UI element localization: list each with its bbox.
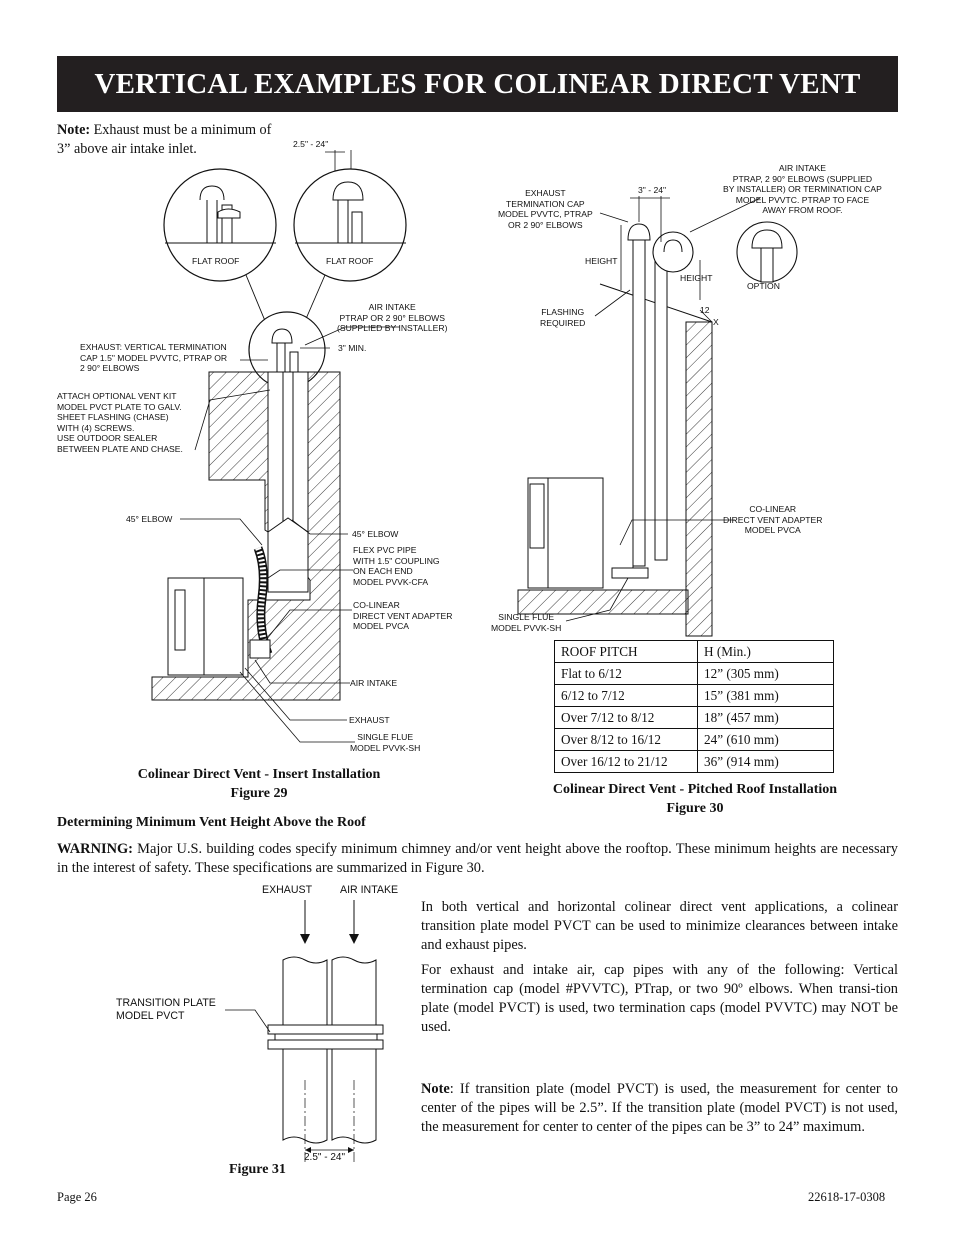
table-header-cell: ROOF PITCH bbox=[555, 641, 698, 663]
table-cell: 18” (457 mm) bbox=[698, 707, 834, 729]
fig30-exhaust-cap-label: EXHAUST TERMINATION CAP MODEL PVVTC, PTRAP OR 2 90° ELBOWS bbox=[498, 188, 593, 230]
fig31-dim-label: 2.5" - 24" bbox=[304, 1152, 346, 1163]
fig29-flex-pipe-label: FLEX PVC PIPE WITH 1.5" COUPLING ON EACH END MODEL PVVK-CFA bbox=[353, 545, 440, 587]
fig31-air-intake-label: AIR INTAKE bbox=[340, 884, 399, 896]
note-label: Note: bbox=[57, 122, 91, 138]
table-cell: 12” (305 mm) bbox=[698, 663, 834, 685]
fig30-pitch-12: 12 bbox=[700, 305, 710, 315]
fig29-elbow-left: 45° ELBOW bbox=[126, 514, 173, 524]
section-heading: Determining Minimum Vent Height Above the Roof bbox=[57, 815, 366, 830]
paragraph-2: For exhaust and intake air, cap pipes with any of the following: Vertical termination cap (model #PVVTC), PTrap, or two 90º elbows. When transi-tion plate (model PVCT) is used, two termination caps (model PVVTC) may NOT be used. bbox=[421, 962, 898, 1035]
table-cell: Flat to 6/12 bbox=[555, 663, 698, 685]
fig29-single-flue: SINGLE FLUE MODEL PVVK-SH bbox=[350, 732, 421, 753]
fig30-pitch-x: X bbox=[713, 317, 719, 327]
fig30-caption-title: Colinear Direct Vent - Pitched Roof Installation bbox=[552, 782, 838, 797]
fig30-option: OPTION bbox=[747, 281, 780, 291]
fig31-caption: Figure 31 bbox=[229, 1162, 286, 1177]
table-cell: 15” (381 mm) bbox=[698, 685, 834, 707]
table-cell: 6/12 to 7/12 bbox=[555, 685, 698, 707]
fig30-single-flue: SINGLE FLUE MODEL PVVK-SH bbox=[491, 612, 562, 633]
table-cell: 36” (914 mm) bbox=[698, 751, 834, 773]
fig29-3in-min: 3" MIN. bbox=[338, 343, 367, 353]
fig30-dim-top: 3" - 24" bbox=[638, 185, 667, 195]
warning-text: Major U.S. building codes specify minimum chimney and/or vent height above the rooftop. These minimum heights are necessary in the interest of safety. These specifications are summarized in Figure 30. bbox=[57, 841, 898, 876]
table-cell: Over 8/12 to 16/12 bbox=[555, 729, 698, 751]
table-cell: Over 7/12 to 8/12 bbox=[555, 707, 698, 729]
fig29-flat-roof-2: FLAT ROOF bbox=[326, 256, 374, 266]
page-number: Page 26 bbox=[57, 1190, 97, 1204]
fig30-caption-number: Figure 30 bbox=[666, 801, 724, 816]
fig29-caption-title: Colinear Direct Vent - Insert Installation bbox=[137, 767, 381, 782]
fig29-exhaust-cap-label: EXHAUST: VERTICAL TERMINATION CAP 1.5" MODEL PVVTC, PTRAP OR 2 90° ELBOWS bbox=[80, 342, 228, 374]
fig30-adapter-label: CO-LINEAR DIRECT VENT ADAPTER MODEL PVCA bbox=[723, 504, 823, 536]
note-text: Exhaust must be a minimum of 3” above air intake inlet. bbox=[57, 122, 272, 157]
fig31-transition-label: TRANSITION PLATE MODEL PVCT bbox=[116, 997, 216, 1022]
fig29-air-intake-low: AIR INTAKE bbox=[350, 678, 398, 688]
fig29-adapter-label: CO-LINEAR DIRECT VENT ADAPTER MODEL PVCA bbox=[353, 600, 453, 632]
page-title: VERTICAL EXAMPLES FOR COLINEAR DIRECT VENT bbox=[57, 56, 898, 112]
fig29-dim-top: 2.5" - 24" bbox=[293, 139, 329, 149]
fig31-exhaust-label: EXHAUST bbox=[262, 884, 313, 896]
warning-label: WARNING: bbox=[57, 841, 133, 857]
fig29-caption-number: Figure 29 bbox=[230, 786, 288, 801]
note-text-2: : If transition plate (model PVCT) is used, the measurement for center to center of the pipes will be 2.5”. If the transition plate (model PVCT) is not used, the measurement for center to center of the pipes can be 3” to 24” maximum. bbox=[421, 1081, 898, 1135]
fig29-exhaust-low: EXHAUST bbox=[349, 715, 390, 725]
fig29-attach-kit-label: ATTACH OPTIONAL VENT KIT MODEL PVCT PLATE TO GALV. SHEET FLASHING (CHASE) WITH (4) SCREWS. USE OUTDOOR SEALER BETWEEN PLATE AND CHASE. bbox=[57, 391, 183, 454]
fig29-flat-roof-1: FLAT ROOF bbox=[192, 256, 240, 266]
note-label-2: Note bbox=[421, 1081, 450, 1097]
fig30-height-left: HEIGHT bbox=[585, 256, 618, 266]
paragraph-3 bbox=[421, 1080, 898, 1137]
table-cell: Over 16/12 to 21/12 bbox=[555, 751, 698, 773]
fig29-air-intake-label: AIR INTAKE PTRAP OR 2 90° ELBOWS (SUPPLIED BY INSTALLER) bbox=[337, 302, 448, 334]
table-header-cell: H (Min.) bbox=[698, 641, 834, 663]
paragraph-1: In both vertical and horizontal colinear direct vent applications, a colinear transition plate model PVCT can be used to minimize clearances between intake and exhaust pipes. bbox=[421, 899, 898, 953]
fig30-height-right: HEIGHT bbox=[680, 273, 713, 283]
document-number: 22618-17-0308 bbox=[808, 1190, 886, 1204]
fig29-elbow-right: 45° ELBOW bbox=[352, 529, 399, 539]
fig30-flashing-label: FLASHING REQUIRED bbox=[540, 307, 586, 328]
table-cell: 24” (610 mm) bbox=[698, 729, 834, 751]
fig30-air-intake-label: AIR INTAKE PTRAP, 2 90° ELBOWS (SUPPLIED BY INSTALLER) OR TERMINATION CAP MODEL PVVTC. PTRAP TO FACE AWAY FROM ROOF. bbox=[723, 163, 882, 216]
